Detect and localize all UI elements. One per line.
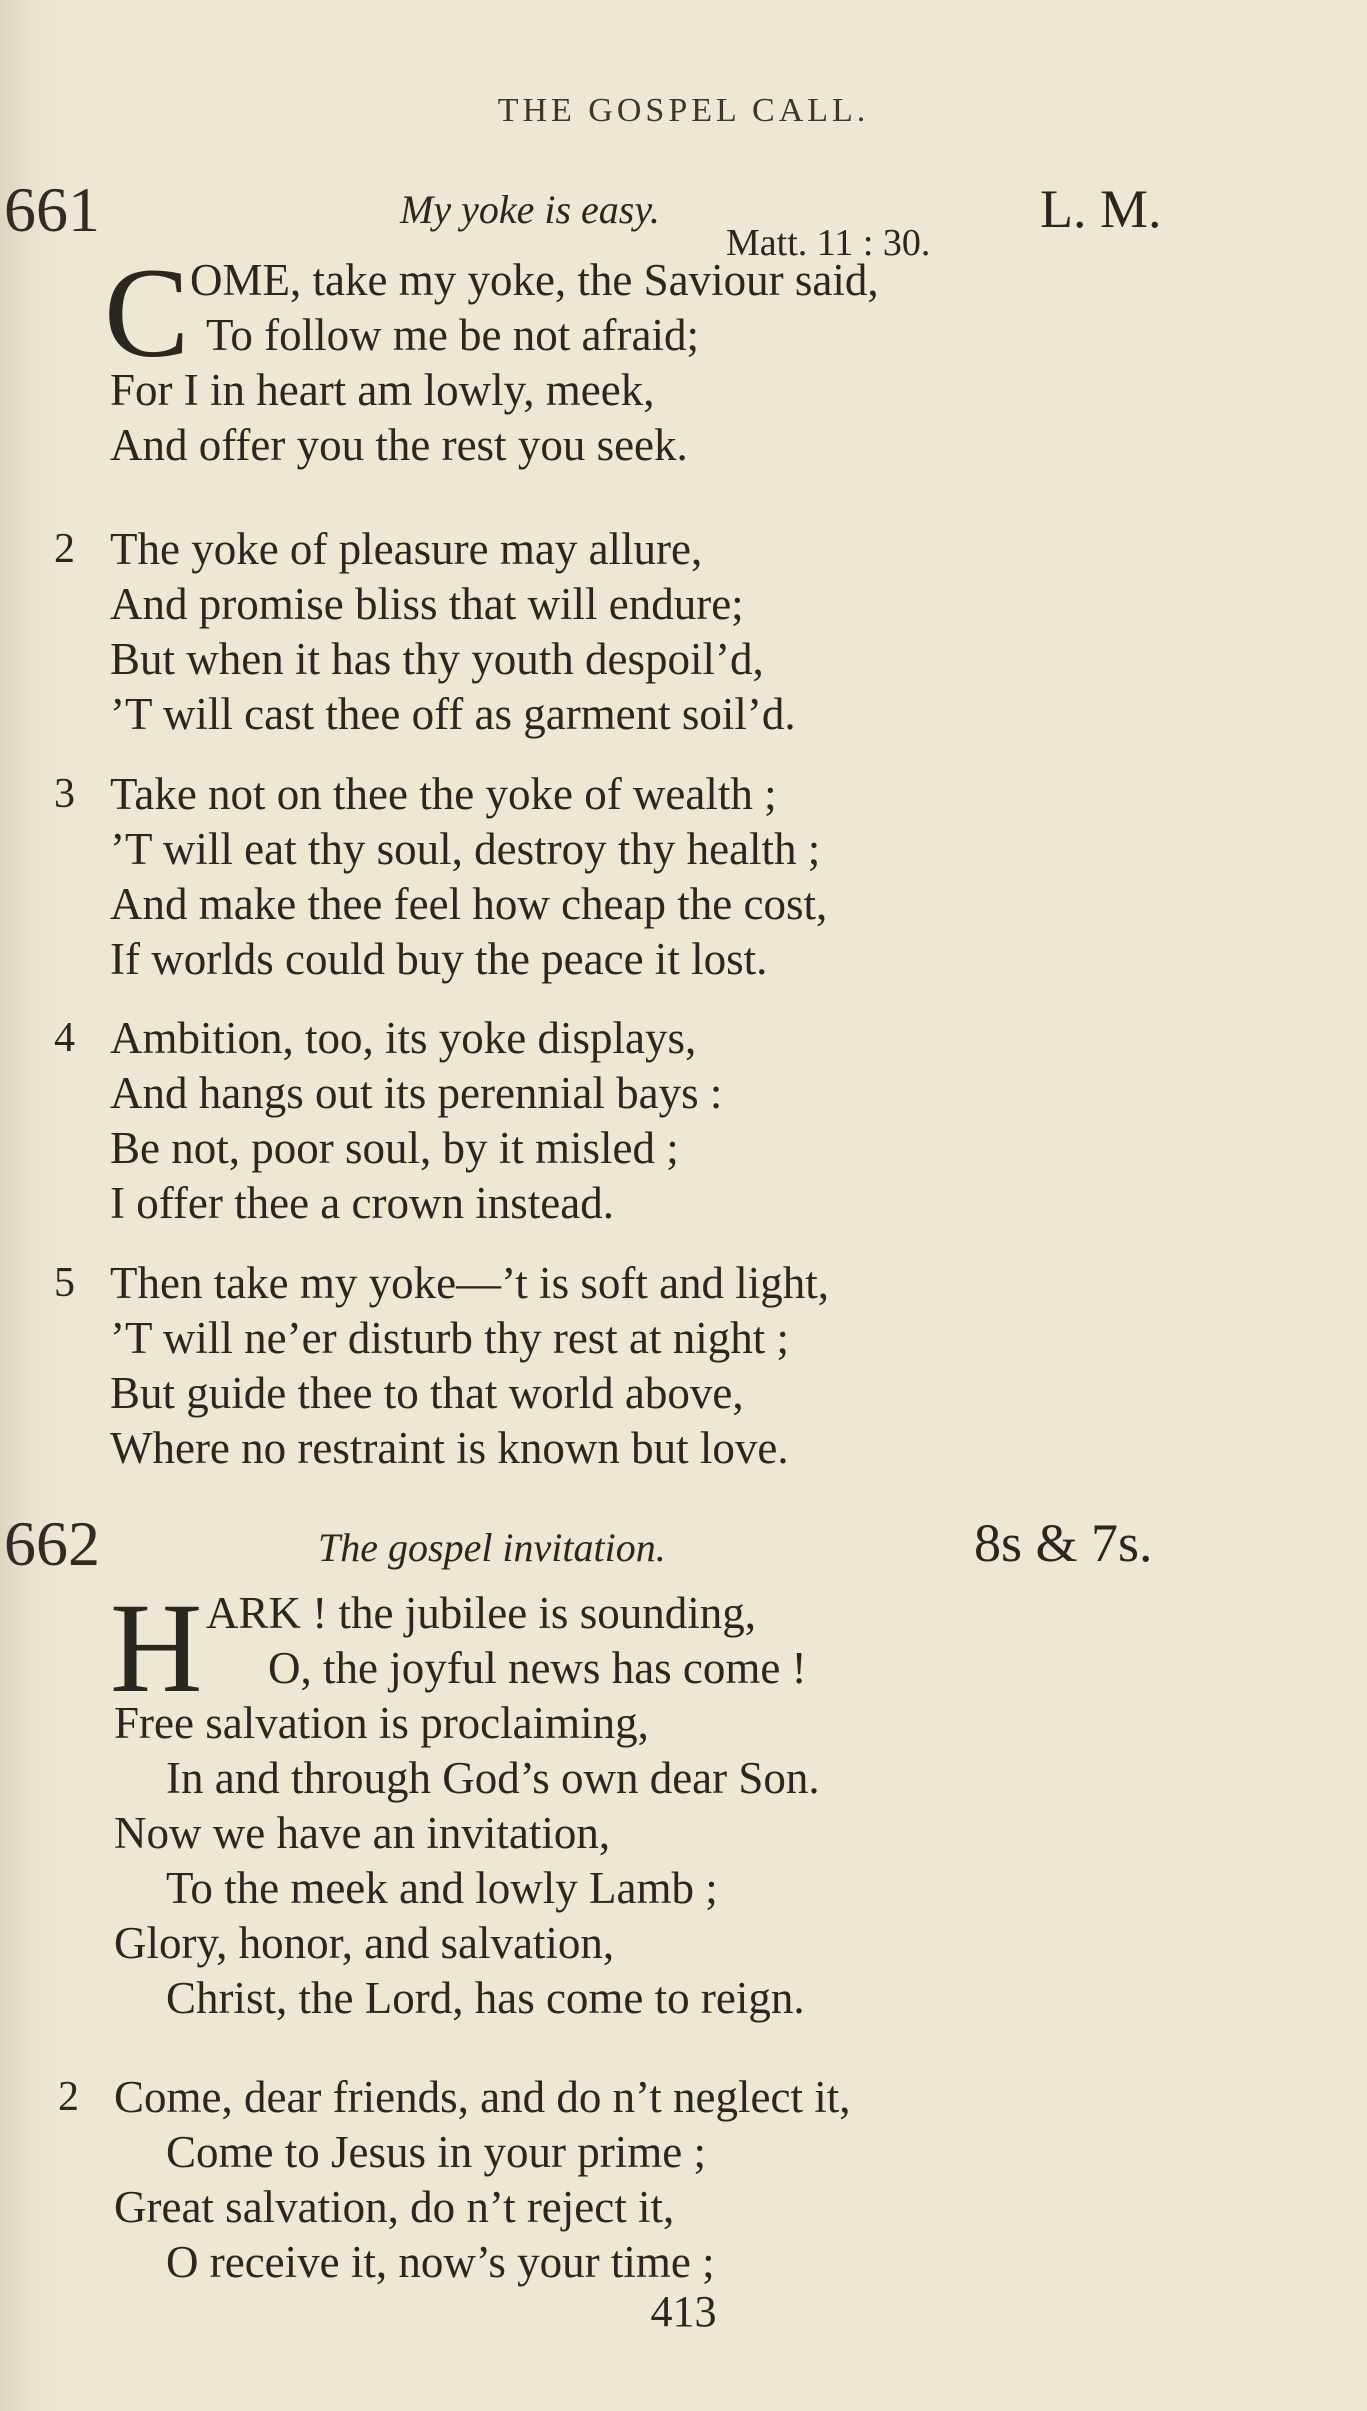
running-head: THE GOSPEL CALL.	[497, 92, 870, 129]
stanza	[0, 522, 1367, 742]
verse-line: Be not, poor soul, by it misled ;	[110, 1123, 679, 1173]
verse-line: But when it has thy youth despoil’d,	[110, 634, 764, 684]
verse-line: Free salvation is proclaiming,	[114, 1698, 649, 1748]
hymn-number: 661	[4, 174, 100, 245]
verse-line: And make thee feel how cheap the cost,	[110, 879, 828, 929]
drop-cap: H	[110, 1577, 203, 1719]
verse-line: For I in heart am lowly, meek,	[110, 365, 655, 415]
verse-line: And hangs out its perennial bays :	[110, 1068, 723, 1118]
verse-line: But guide thee to that world above,	[110, 1368, 744, 1418]
verse-line: Come to Jesus in your prime ;	[166, 2127, 706, 2177]
verse-line: Ambition, too, its yoke displays,	[110, 1013, 697, 1063]
stanza-number: 3	[54, 771, 75, 817]
verse-line: Now we have an invitation,	[114, 1808, 611, 1858]
scripture-reference: Matt. 11 : 30.	[726, 222, 931, 264]
verse-line: O receive it, now’s your time ;	[166, 2237, 715, 2287]
hymn-title: The gospel invitation.	[318, 1525, 666, 1570]
verse-line: ’T will ne’er disturb thy rest at night ;	[110, 1313, 790, 1363]
hymn-meter: 8s & 7s.	[974, 1513, 1153, 1573]
stanza-number: 5	[54, 1260, 75, 1306]
verse-line: Glory, honor, and salvation,	[114, 1918, 615, 1968]
verse-line: And offer you the rest you seek.	[110, 420, 688, 470]
stanza	[0, 1577, 1367, 2026]
hymn-number: 662	[4, 1508, 100, 1579]
stanza	[0, 767, 1367, 987]
verse-line: And promise bliss that will endure;	[110, 579, 744, 629]
drop-cap: C	[104, 242, 190, 384]
stanza	[0, 1256, 1367, 1476]
verse-line: ’T will eat thy soul, destroy thy health ;	[110, 824, 821, 874]
page-number: 413	[650, 2287, 717, 2336]
verse-line: In and through God’s own dear Son.	[166, 1753, 820, 1803]
hymn-title: My yoke is easy.	[400, 187, 660, 232]
verse-line: If worlds could buy the peace it lost.	[110, 934, 768, 984]
stanza	[0, 1011, 1367, 1231]
stanza-number: 2	[58, 2074, 79, 2120]
verse-line: I offer thee a crown instead.	[110, 1178, 614, 1228]
verse-line: Take not on thee the yoke of wealth ;	[110, 769, 777, 819]
verse-line: O, the joyful news has come !	[268, 1643, 807, 1693]
hymn-meter: L. M.	[1040, 179, 1162, 239]
stanza-number: 4	[54, 1015, 75, 1061]
verse-line: To follow me be not afraid;	[206, 310, 699, 360]
verse-line: ’T will cast thee off as garment soil’d.	[110, 689, 796, 739]
verse-line: Then take my yoke—’t is soft and light,	[110, 1258, 830, 1308]
stanza-number: 2	[54, 526, 75, 572]
verse-line: To the meek and lowly Lamb ;	[166, 1863, 718, 1913]
verse-line: The yoke of pleasure may allure,	[110, 524, 703, 574]
verse-line: Where no restraint is known but love.	[110, 1423, 789, 1473]
stanza	[0, 2070, 1367, 2290]
verse-line: Christ, the Lord, has come to reign.	[166, 1973, 805, 2023]
verse-line: Come, dear friends, and do n’t neglect it,	[114, 2072, 851, 2122]
verse-line: Great salvation, do n’t reject it,	[114, 2182, 675, 2232]
verse-line: OME, take my yoke, the Saviour said,	[190, 255, 879, 305]
verse-line: ARK ! the jubilee is sounding,	[206, 1588, 756, 1638]
